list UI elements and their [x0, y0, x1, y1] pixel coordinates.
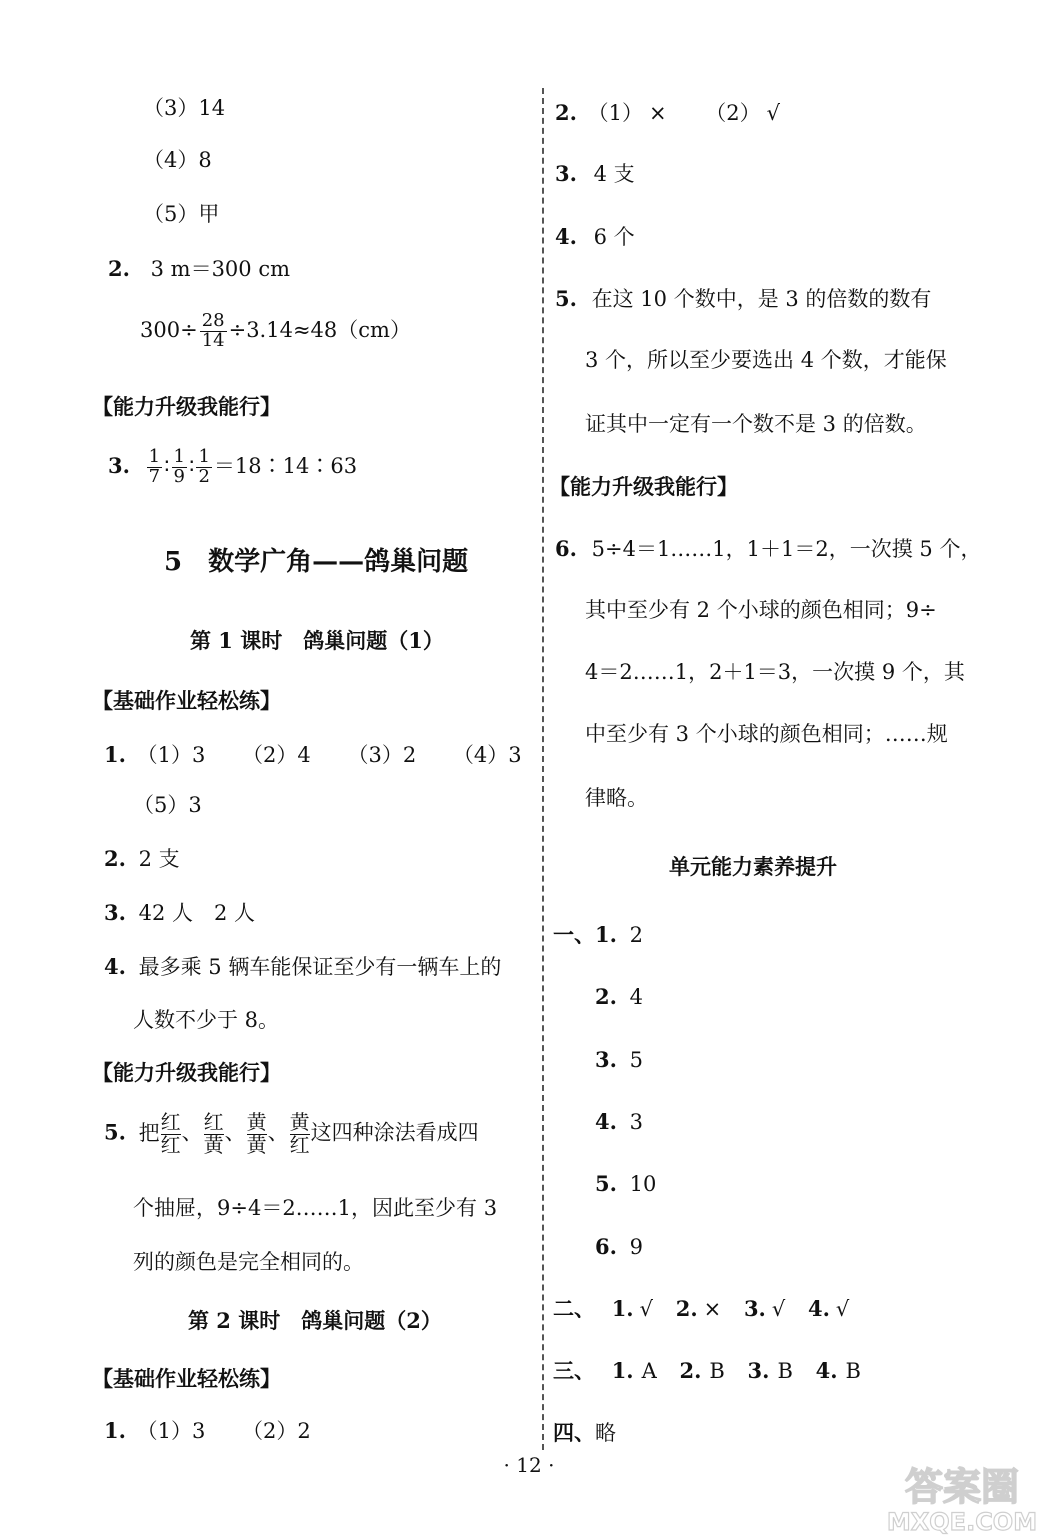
lesson-title: 第 1 课时 鸽巢问题（1） [190, 628, 444, 653]
question-number: 3. [108, 452, 130, 478]
part-label: 一、 [553, 922, 595, 947]
check-mark: √ [639, 1297, 654, 1321]
part-label: 二、 [553, 1296, 595, 1321]
answer-text: 3 m＝300 cm [150, 257, 291, 281]
answer-item: （1）3 [136, 743, 206, 767]
part-2 [553, 1298, 849, 1320]
fraction-denominator: 14 [201, 329, 225, 351]
answer-text: 3 个，所以至少要选出 4 个数，才能保 [585, 348, 947, 372]
answer-text: 5÷4＝1……1，1＋1＝2，一次摸 5 个， [591, 537, 982, 561]
item-number: 2. [675, 1296, 698, 1321]
answer-item: （2）4 [242, 743, 311, 767]
item-number: 3. [747, 1358, 770, 1383]
item-answer: 3 [629, 1110, 643, 1134]
item-number: 5. [595, 1171, 617, 1196]
fraction-numerator: 1 [148, 446, 161, 467]
color-pattern [204, 1112, 224, 1156]
ratio-colon: ∶ [164, 453, 170, 478]
item-answer: 4 [629, 985, 643, 1009]
item-number: 3. [595, 1047, 617, 1072]
item-answer: B [845, 1359, 861, 1383]
question-number: 4. [104, 954, 126, 979]
item-answer: 2 [629, 923, 643, 947]
part-1-item-5 [595, 1173, 656, 1195]
item-number: 1. [595, 922, 617, 947]
question-3b [104, 902, 255, 924]
question-4 [104, 956, 501, 978]
part-label: 三、 [553, 1358, 595, 1383]
item-answer: B [709, 1359, 725, 1383]
color-pattern [290, 1112, 310, 1156]
question-2-calculation [140, 312, 411, 351]
chapter-title: 5 数学广角——鸽巢问题 [164, 547, 469, 577]
question-number: 1. [104, 742, 126, 767]
fraction [200, 312, 227, 351]
fraction [172, 448, 187, 487]
part-label: 四、 [553, 1420, 595, 1445]
color-pattern [247, 1112, 267, 1156]
section-heading: 【能力升级我能行】 [549, 474, 738, 499]
question-5r [555, 288, 931, 310]
question-number: 3. [104, 900, 126, 925]
fraction [196, 448, 211, 487]
item-answer: 略 [595, 1421, 616, 1445]
item-number: 4. [595, 1109, 617, 1134]
fraction [147, 448, 162, 487]
answer-text: 这四种涂法看成四 [310, 1120, 479, 1145]
part-1-item-3 [595, 1049, 643, 1071]
answer-item: （2）2 [242, 1419, 311, 1443]
item-number: 1. [611, 1296, 634, 1321]
answer-text: 最多乘 5 辆车能保证至少有一辆车上的 [138, 955, 502, 979]
fraction-numerator: 1 [173, 446, 185, 467]
item-number: 4. [815, 1358, 838, 1383]
column-divider [542, 88, 544, 1450]
answer-text: 把 [138, 1120, 160, 1145]
check-mark: √ [766, 101, 781, 125]
unit-title: 单元能力素养提升 [669, 854, 837, 879]
section-heading: 【基础作业轻松练】 [92, 688, 281, 713]
site-watermark-logo [866, 1458, 1058, 1536]
pattern-bottom: 红 [289, 1132, 310, 1157]
answer-item: （5）3 [133, 793, 202, 817]
check-mark: √ [771, 1297, 786, 1321]
answer-text: 在这 10 个数中，是 3 的倍数的数有 [591, 287, 932, 311]
question-3 [108, 448, 357, 487]
question-number: 2. [555, 100, 577, 125]
item-number: 4. [807, 1296, 830, 1321]
ratio-colon: ∶ [189, 453, 195, 478]
answer-text: 6 个 [593, 225, 635, 249]
question-6r [555, 538, 981, 560]
answer-text: 证其中一定有一个数不是 3 的倍数。 [585, 412, 927, 436]
cross-mark: × [703, 1297, 722, 1321]
pattern-bottom: 黄 [246, 1132, 267, 1157]
pattern-top: 红 [203, 1110, 224, 1134]
item-answer: A [641, 1359, 657, 1383]
item-answer: 9 [629, 1235, 643, 1259]
fraction-denominator: 7 [148, 465, 161, 487]
answer-text: 律略。 [585, 786, 648, 810]
answer-item: （3）2 [347, 743, 417, 767]
answer-item: （4）3 [452, 743, 522, 767]
item-number: 1. [611, 1358, 634, 1383]
answer-text: 2 支 [138, 847, 180, 871]
calc-part: 300÷ [140, 317, 198, 342]
question-number: 2. [104, 846, 126, 871]
question-1 [104, 744, 522, 766]
separator: 、 [181, 1120, 203, 1145]
part-1-item-6 [595, 1236, 643, 1258]
watermark-text-top: 答案圈 [904, 1465, 1020, 1509]
separator: 、 [267, 1120, 289, 1145]
answer-text: 42 人 2 人 [138, 901, 256, 925]
fraction-denominator: 2 [198, 465, 210, 487]
fraction-numerator: 1 [198, 446, 210, 467]
answer-text: 人数不少于 8。 [133, 1008, 280, 1032]
watermark-text-bottom: MXQE.COM [886, 1508, 1038, 1536]
part-1-item-4 [595, 1111, 643, 1133]
check-mark: √ [835, 1297, 850, 1321]
part-4 [553, 1422, 616, 1444]
question-number: 4. [555, 224, 577, 249]
section-heading: 【能力升级我能行】 [92, 394, 281, 419]
question-4r [555, 226, 635, 248]
answer-item: （2） [705, 101, 761, 125]
pattern-top: 黄 [289, 1110, 310, 1134]
answer-text: 列的颜色是完全相同的。 [133, 1250, 364, 1274]
question-number: 5. [555, 286, 577, 311]
question-1b [104, 1420, 311, 1442]
part-1-item-1 [553, 924, 643, 946]
answer-line: （4）8 [143, 148, 212, 172]
part-1-item-2 [595, 986, 643, 1008]
section-heading: 【能力升级我能行】 [92, 1060, 281, 1085]
pattern-bottom: 红 [160, 1132, 181, 1157]
color-pattern [161, 1112, 181, 1156]
question-number: 3. [555, 161, 577, 186]
item-number: 6. [595, 1234, 617, 1259]
answer-text: 其中至少有 2 个小球的颜色相同；9÷ [585, 598, 937, 622]
pattern-top: 黄 [246, 1110, 267, 1134]
part-3 [553, 1360, 861, 1382]
calc-part: ÷3.14≈48（cm） [228, 317, 411, 342]
item-answer: 10 [629, 1172, 657, 1196]
pattern-top: 红 [160, 1110, 181, 1134]
fraction-denominator: 9 [173, 465, 185, 487]
answer-line: （3）14 [143, 96, 226, 120]
item-number: 2. [595, 984, 617, 1009]
ratio-result: ＝18∶14∶63 [213, 453, 358, 478]
answer-item: （1） [587, 101, 643, 125]
answer-text: 个抽屉，9÷4＝2……1，因此至少有 3 [133, 1196, 498, 1220]
question-number: 6. [555, 536, 577, 561]
separator: 、 [224, 1120, 246, 1145]
question-2 [108, 258, 290, 280]
question-number: 1. [104, 1418, 126, 1443]
section-heading: 【基础作业轻松练】 [92, 1366, 281, 1391]
answer-text: 4＝2……1，2＋1＝3，一次摸 9 个，其 [585, 660, 965, 684]
item-number: 3. [743, 1296, 766, 1321]
answer-line: （5）甲 [143, 202, 220, 226]
question-2r [555, 102, 780, 124]
cross-mark: × [649, 101, 667, 125]
question-number: 2. [108, 256, 130, 281]
question-5 [104, 1112, 479, 1156]
question-number: 5. [104, 1119, 126, 1145]
question-2b [104, 848, 180, 870]
answer-text: 4 支 [593, 162, 635, 186]
item-answer: 5 [629, 1048, 643, 1072]
watermark-logo-icon [866, 1458, 1058, 1536]
question-3r [555, 163, 635, 185]
item-answer: B [777, 1359, 793, 1383]
answer-text: 中至少有 3 个小球的颜色相同；……规 [585, 722, 948, 746]
item-number: 2. [679, 1358, 702, 1383]
fraction-numerator: 28 [201, 310, 225, 331]
pattern-bottom: 黄 [203, 1132, 224, 1157]
lesson-title: 第 2 课时 鸽巢问题（2） [188, 1308, 442, 1333]
page-number: · 12 · [503, 1453, 555, 1477]
answer-item: （1）3 [136, 1419, 206, 1443]
